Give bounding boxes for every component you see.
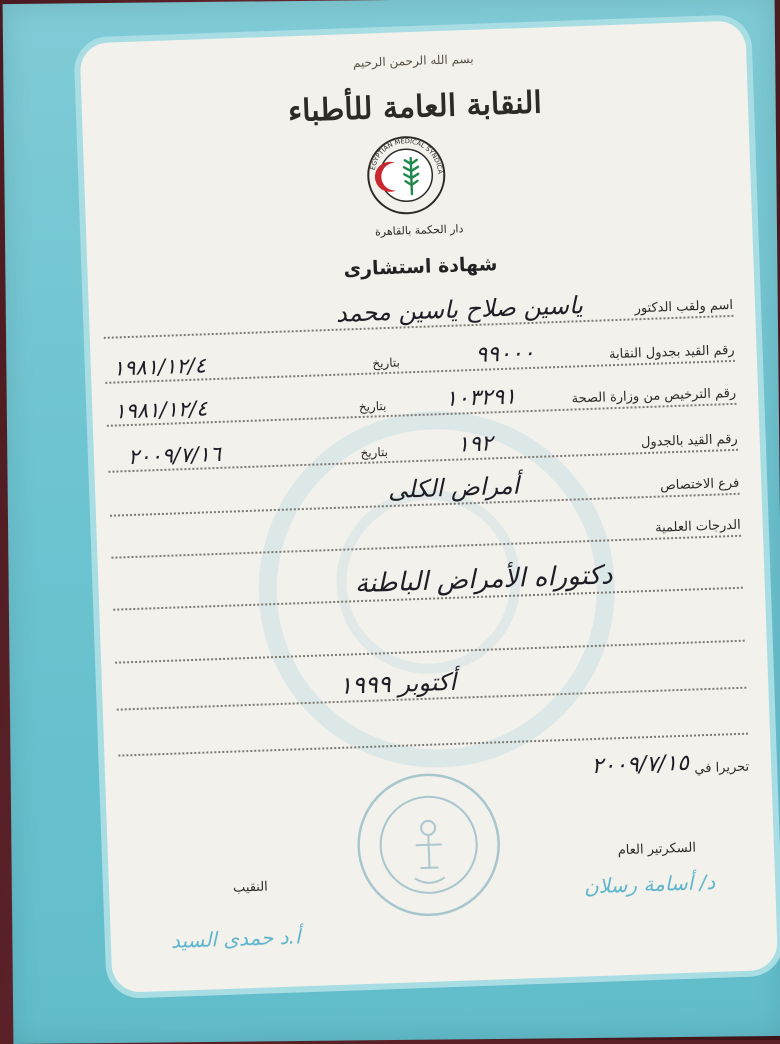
syndicate-reg-date: ١٩٨١/١٢/٤ [112, 353, 207, 381]
table-reg-date: ٢٠٠٩/٧/١٦ [127, 441, 222, 470]
table-reg-label: رقم القيد بالجدول [637, 432, 738, 451]
logo-ring-text: EGYPTIAN MEDICAL SYNDICATE [363, 132, 445, 174]
certificate-title: شهادة استشارى [343, 253, 498, 281]
syndicate-logo [364, 133, 449, 218]
degrees-label: الدرجات العلمية [651, 518, 741, 536]
degree-line-2: أكتوبر ١٩٩٩ [338, 667, 457, 700]
secretary-title: السكرتير العام [617, 840, 697, 859]
president-title: النقيب [232, 879, 269, 896]
president-signature: أ.د حمدى السيد [170, 924, 301, 953]
house-label: دار الحكمة بالقاهرة [374, 222, 464, 239]
license-date: ١٩٨١/١٢/٤ [113, 396, 208, 424]
secretary-signature: د/ أسامة رسلان [583, 869, 716, 899]
license-number: ١٠٣٢٩١ [444, 384, 517, 412]
syndicate-reg-date-label: بتاريخ [372, 355, 401, 371]
issued-date: ٢٠٠٩/٧/١٥ [591, 750, 690, 780]
syndicate-reg-label: رقم القيد بجدول النقابة [605, 343, 735, 363]
license-label: رقم الترخيص من وزارة الصحة [567, 386, 736, 407]
table-reg-date-label: بتاريخ [360, 445, 389, 460]
license-date-label: بتاريخ [358, 399, 387, 415]
basmala: بسم الله الرحمن الرحيم [352, 51, 474, 71]
doctor-name-value: ياسين صلاح ياسين محمد [335, 291, 584, 328]
syndicate-reg-number: ٩٩٠٠٠ [475, 340, 536, 368]
table-reg-number: ١٩٢ [456, 431, 494, 458]
certificate-paper [79, 20, 778, 993]
degree-line-1: دكتوراه الأمراض الباطنة [354, 560, 613, 600]
certificate-card [3, 0, 780, 1044]
issued-label: تحريرا في [690, 760, 749, 777]
specialty-label: فرع الاختصاص [656, 476, 740, 494]
doctor-name-label: اسم ولقب الدكتور [630, 298, 733, 317]
syndicate-stamp [351, 767, 506, 922]
specialty-value: أمراض الكلى [387, 471, 520, 505]
syndicate-name: النقابة العامة للأطباء [287, 85, 543, 130]
